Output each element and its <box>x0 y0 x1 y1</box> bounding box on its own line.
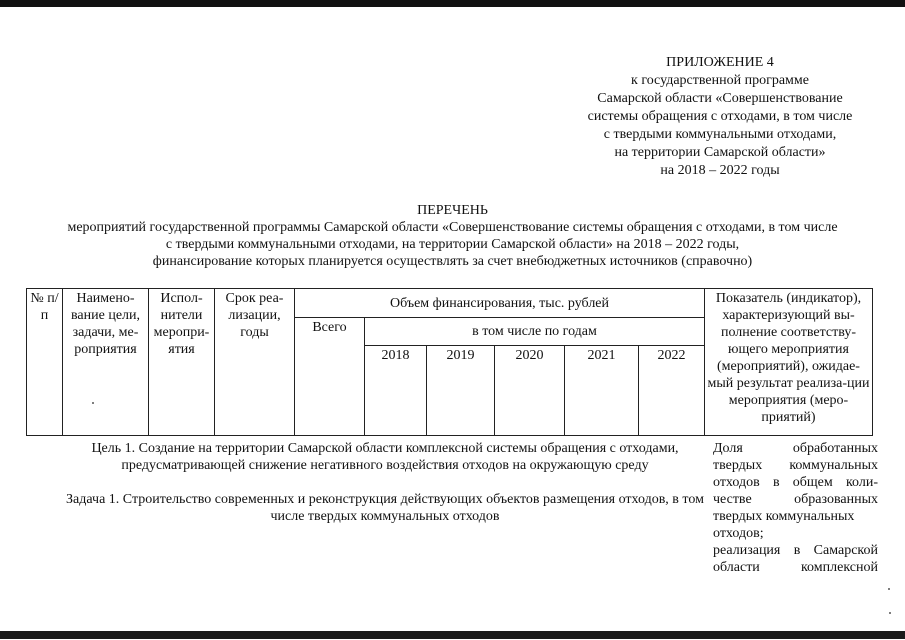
document-heading: ПЕРЕЧЕНЬ <box>417 203 488 218</box>
col-header-year: 2021 <box>565 346 639 436</box>
indicator-line: реализация в Самарской <box>713 543 878 558</box>
indicator-line: честве образованных <box>713 492 878 507</box>
appendix-line: Самарской области «Совершенствование <box>597 91 843 106</box>
col-header-funding: Объем финансирования, тыс. рублей <box>295 289 705 318</box>
document-subtitle-line: мероприятий государственной программы Самарской области «Совершенствование системы обращения с отходами, в том числе <box>67 220 838 235</box>
col-header-executors: Испол-нители меропри-ятия <box>149 289 215 436</box>
indicator-line: отходов; <box>713 526 764 541</box>
col-header-number: № п/п <box>27 289 63 436</box>
appendix-line: на территории Самарской области» <box>614 145 826 160</box>
col-header-year: 2022 <box>639 346 705 436</box>
indicator-line: отходов в общем коли- <box>713 475 878 490</box>
col-header-indicator: Показатель (индикатор), характеризующий вы-полнение соответству-ющего мероприятия (мероприятий), ожидае-мый результат реализа-ции мероприятия (меро-приятий) <box>705 289 873 436</box>
indicator-line: области комплексной <box>713 560 878 575</box>
scan-speck <box>888 588 890 590</box>
indicator-line: твердых коммунальных <box>713 458 878 473</box>
indicator-line: твердых коммунальных <box>713 509 855 524</box>
scan-speck <box>92 402 94 404</box>
appendix-header <box>520 54 905 180</box>
col-header-term: Срок реа-лизации, годы <box>215 289 295 436</box>
appendix-line: к государственной программе <box>631 73 809 88</box>
bottom-scan-border <box>0 631 905 639</box>
goal-text: Цель 1. Создание на территории Самарской области комплексной системы обращения с отходами, предусматривающей снижение негативного воздействия отходов на окружающую среду <box>91 441 679 473</box>
col-header-year: 2019 <box>427 346 495 436</box>
appendix-line: на 2018 – 2022 годы <box>660 163 780 178</box>
appendix-title: ПРИЛОЖЕНИЕ 4 <box>666 55 774 70</box>
scan-speck <box>889 612 891 614</box>
top-scan-border <box>0 0 905 7</box>
appendix-line: с твердыми коммунальными отходами, <box>603 127 837 142</box>
col-header-total: Всего <box>295 318 365 436</box>
document-title-block <box>0 202 905 270</box>
col-header-name: Наимено-вание цели, задачи, ме-роприятия <box>63 289 149 436</box>
document-subtitle-line: финансирование которых планируется осуществлять за счет внебюджетных источников (справочно) <box>152 254 753 269</box>
document-subtitle-line: с твердыми коммунальными отходами, на территории Самарской области» на 2018 – 2022 годы, <box>165 237 740 252</box>
measures-table <box>26 288 873 436</box>
appendix-line: системы обращения с отходами, в том числе <box>587 109 853 124</box>
col-header-year: 2020 <box>495 346 565 436</box>
indicator-text <box>713 440 878 576</box>
col-header-year: 2018 <box>365 346 427 436</box>
indicator-line: Доля обработанных <box>713 441 878 456</box>
col-header-by-years: в том числе по годам <box>365 318 705 346</box>
task-text: Задача 1. Строительство современных и реконструкция действующих объектов размещения отходов, в том числе твердых коммунальных отходов <box>66 492 704 524</box>
